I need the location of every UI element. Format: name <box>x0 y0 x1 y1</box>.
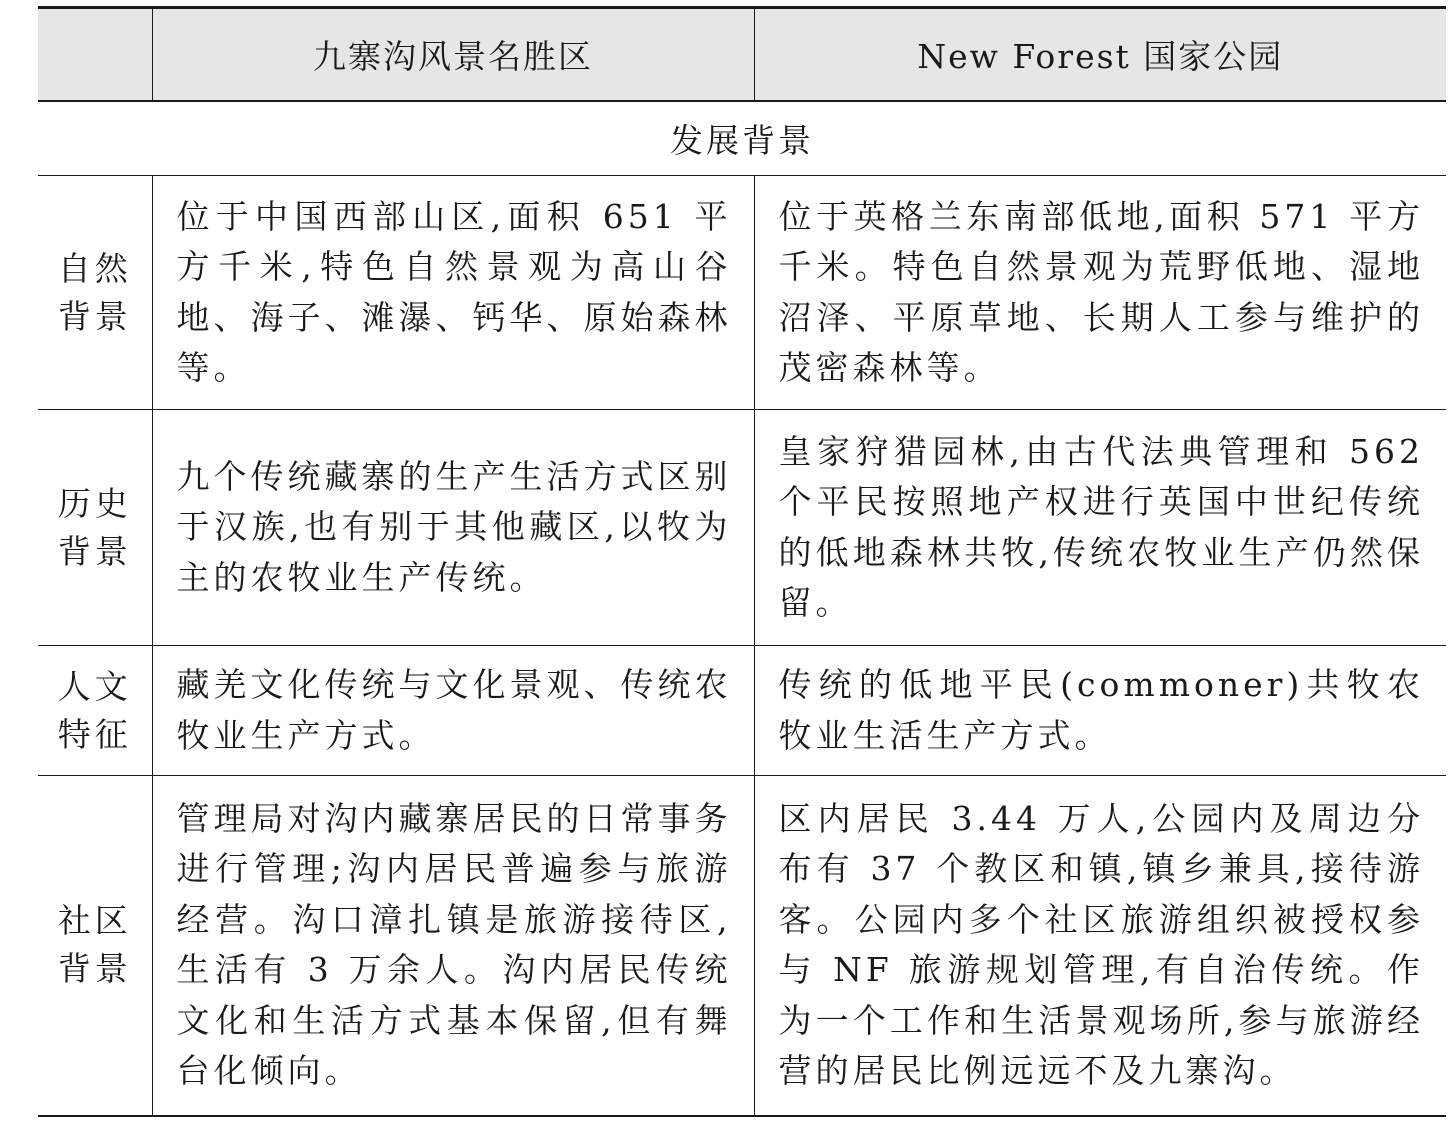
new-forest-cell: 皇家狩猎园林,由古代法典管理和 562 个平民按照地产权进行英国中世纪传统的低地森林共牧,传统农牧业生产仍然保留。 <box>754 410 1446 646</box>
new-forest-cell: 区内居民 3.44 万人,公园内及周边分布有 37 个教区和镇,镇乡兼具,接待游客。公园内多个社区旅游组织被授权参与 NF 旅游规划管理,有自治传统。作为一个工作和生活景观场所,参与旅游经营的居民比例远远不及九寨沟。 <box>754 776 1446 1116</box>
table-row <box>38 176 1446 410</box>
section-row <box>38 101 1446 176</box>
header-corner-cell <box>38 8 152 101</box>
row-label <box>38 646 152 776</box>
row-label-line: 社区 <box>57 901 132 941</box>
row-label-line: 历史 <box>57 483 132 523</box>
jiuzhaigou-cell: 藏羌文化传统与文化景观、传统农牧业生产方式。 <box>152 646 754 776</box>
row-label <box>38 176 152 410</box>
header-jiuzhaigou: 九寨沟风景名胜区 <box>152 8 754 101</box>
jiuzhaigou-cell: 位于中国西部山区,面积 651 平方千米,特色自然景观为高山谷地、海子、滩瀑、钙华、原始森林等。 <box>152 176 754 410</box>
table-row <box>38 776 1446 1116</box>
header-new-forest: New Forest 国家公园 <box>754 8 1446 101</box>
table-row <box>38 646 1446 776</box>
table-row <box>38 410 1446 646</box>
new-forest-cell: 位于英格兰东南部低地,面积 571 平方千米。特色自然景观为荒野低地、湿地沼泽、平原草地、长期人工参与维护的茂密森林等。 <box>754 176 1446 410</box>
row-label-line: 自然 <box>57 248 132 288</box>
row-label-line: 背景 <box>57 949 132 989</box>
table-header-row <box>38 8 1446 101</box>
row-label-line: 人文 <box>57 666 132 706</box>
row-label-line: 特征 <box>57 714 132 754</box>
row-label-line: 背景 <box>57 296 132 336</box>
jiuzhaigou-cell: 管理局对沟内藏寨居民的日常事务进行管理;沟内居民普遍参与旅游经营。沟口漳扎镇是旅游接待区,生活有 3 万余人。沟内居民传统文化和生活方式基本保留,但有舞台化倾向。 <box>152 776 754 1116</box>
row-label <box>38 410 152 646</box>
new-forest-cell: 传统的低地平民(commoner)共牧农牧业生活生产方式。 <box>754 646 1446 776</box>
section-title: 发展背景 <box>38 101 1446 176</box>
row-label <box>38 776 152 1116</box>
comparison-table <box>38 6 1446 1117</box>
row-label-line: 背景 <box>57 531 132 571</box>
jiuzhaigou-cell: 九个传统藏寨的生产生活方式区别于汉族,也有别于其他藏区,以牧为主的农牧业生产传统。 <box>152 410 754 646</box>
